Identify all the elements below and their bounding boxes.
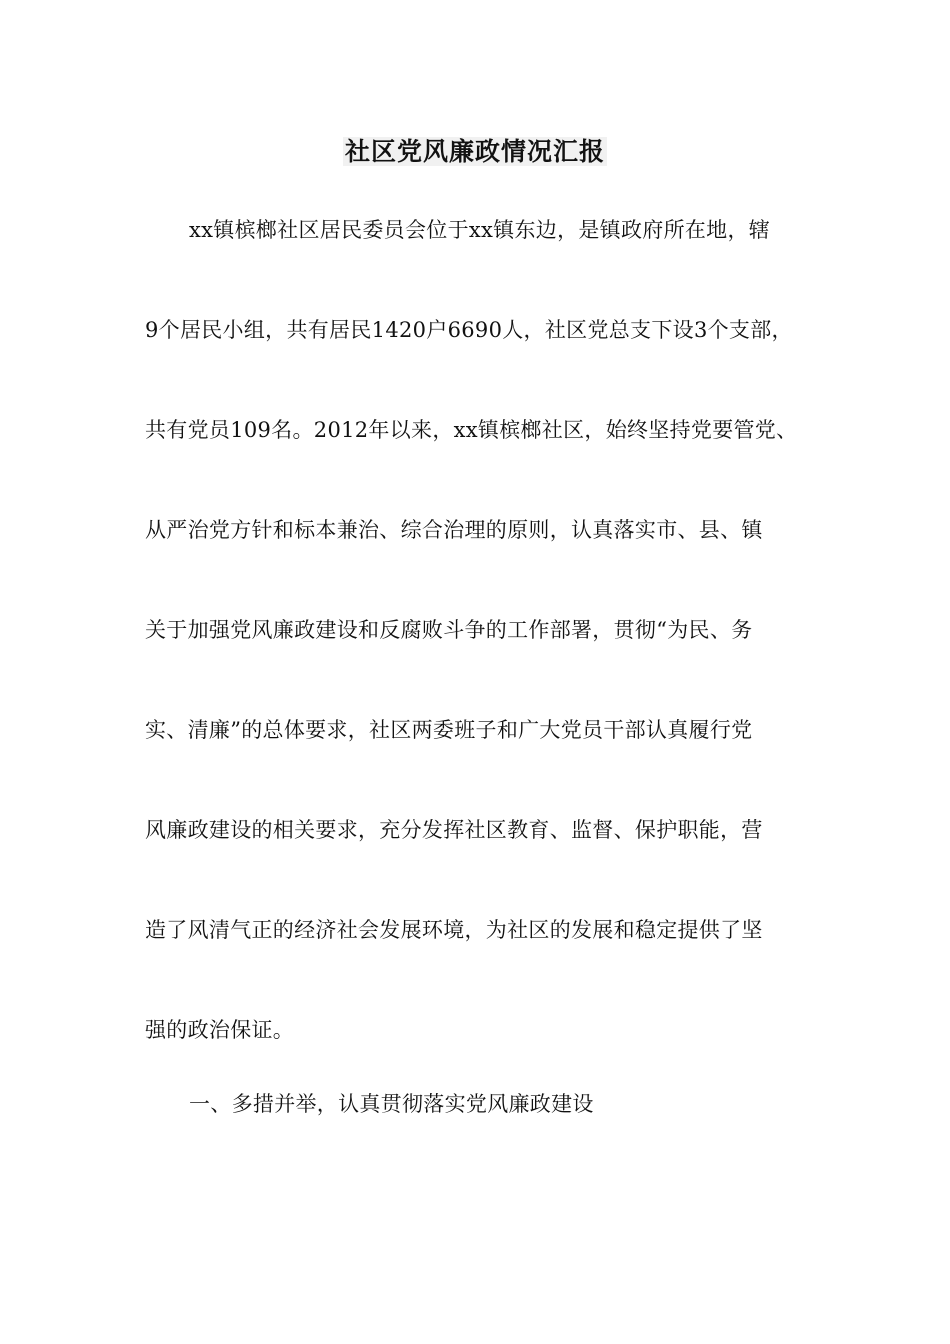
paragraph-line: 共有党员109名。2012年以来，xx镇槟榔社区，始终坚持党要管党、 [145,418,798,442]
document-title [0,132,950,172]
paragraph-line: 风廉政建设的相关要求，充分发挥社区教育、监督、保护职能，营 [145,818,763,842]
paragraph-line: 强的政治保证。 [145,1018,295,1042]
paragraph-line: 从严治党方针和标本兼治、综合治理的原则，认真落实市、县、镇 [145,518,763,542]
paragraph-line: 9个居民小组，共有居民1420户6690人，社区党总支下设3个支部， [145,318,793,342]
document-title-text: 社区党风廉政情况汇报 [344,137,605,166]
paragraph-line: 关于加强党风廉政建设和反腐败斗争的工作部署，贯彻“为民、务 [145,618,753,642]
section-heading: 一、多措并举，认真贯彻落实党风廉政建设 [189,1092,594,1116]
body-paragraph [145,210,835,1110]
paragraph-line: 实、清廉”的总体要求，社区两委班子和广大党员干部认真履行党 [145,718,753,742]
paragraph-line: xx镇槟榔社区居民委员会位于xx镇东边，是镇政府所在地，辖 [189,218,771,242]
paragraph-line: 造了风清气正的经济社会发展环境，为社区的发展和稳定提供了坚 [145,918,763,942]
